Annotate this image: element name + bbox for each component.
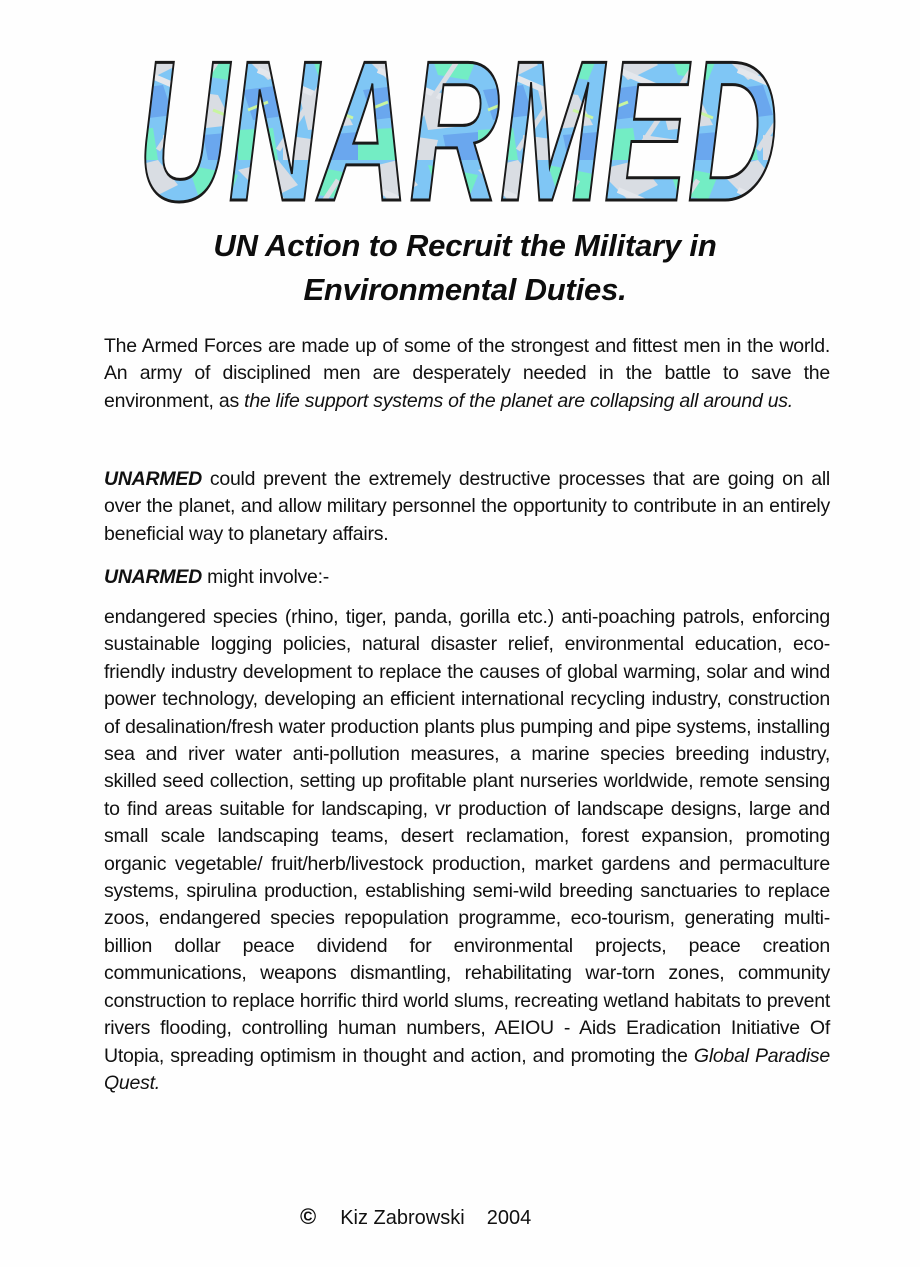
brand-name: UNARMED <box>104 468 202 490</box>
subtitle <box>100 224 830 312</box>
copyright-footer <box>300 1204 600 1230</box>
intro-emphasis: the life support systems of the planet are collapsing all around us. <box>244 389 793 412</box>
logo-graphic <box>118 40 798 220</box>
involve-text: might involve:- <box>201 566 330 588</box>
activities-text: endangered species (rhino, tiger, panda, gorilla etc.) anti-poaching patrols, enforcing sustainable logging policies, natural disaster relief, environmental education, eco-friendly industry development to replace the causes of global warming, solar and wind power technology, developing an efficient international recycling industry, construction of desalination/fresh water production plants plus pumping and pipe systems, installing sea and river water anti-pollution measures, a marine species breeding industry, skilled seed collection, setting up profitable plant nurseries worldwide, remote sensing to find areas suitable for landscaping, vr production of landscape designs, large and small scale landscaping teams, desert reclamation, forest expansion, promoting organic vegetable/ fruit/herb/livestock production, market gardens and permaculture systems, spirulina production, establishing semi-wild breeding sanctuaries to replace zoos, endangered species repopulation programme, eco-tourism, generating multi-billion dollar peace dividend for environmental projects, peace creation communications, weapons dismantling, rehabilitating war-torn zones, community construction to replace horrific third world slums, recreating wetland habitats to prevent rivers flooding, controlling human numbers, AEIOU - Aids Eradication Initiative Of Utopia, spreading optimism in thought and action, and promoting the <box>104 606 830 1067</box>
author-name: Kiz Zabrowski <box>340 1207 465 1229</box>
copyright-icon: © <box>300 1204 317 1229</box>
intro-text: The Armed Forces are made up of some of the strongest and fittest men in the world. An army of disciplined men are desperately needed in the battle to save the environment, as <box>104 335 830 412</box>
involve-heading <box>104 564 830 591</box>
intro-paragraph <box>104 333 830 415</box>
purpose-text: could prevent the extremely destructive processes that are going on all over the planet, and allow military personnel the opportunity to contribute in an entirely beneficial way to planetary affairs. <box>104 468 830 545</box>
activities-paragraph <box>104 604 830 1097</box>
copyright-year: 2004 <box>486 1207 532 1229</box>
brand-name: UNARMED <box>104 566 202 588</box>
purpose-paragraph <box>104 466 830 548</box>
unarmed-logo <box>118 40 798 220</box>
activities-emphasis: Global Paradise Quest. <box>104 1044 830 1094</box>
subtitle-line-2: Environmental Duties. <box>303 272 627 307</box>
logo-text: UNARMED <box>138 40 778 220</box>
subtitle-line-1: UN Action to Recruit the Military in <box>213 228 717 263</box>
